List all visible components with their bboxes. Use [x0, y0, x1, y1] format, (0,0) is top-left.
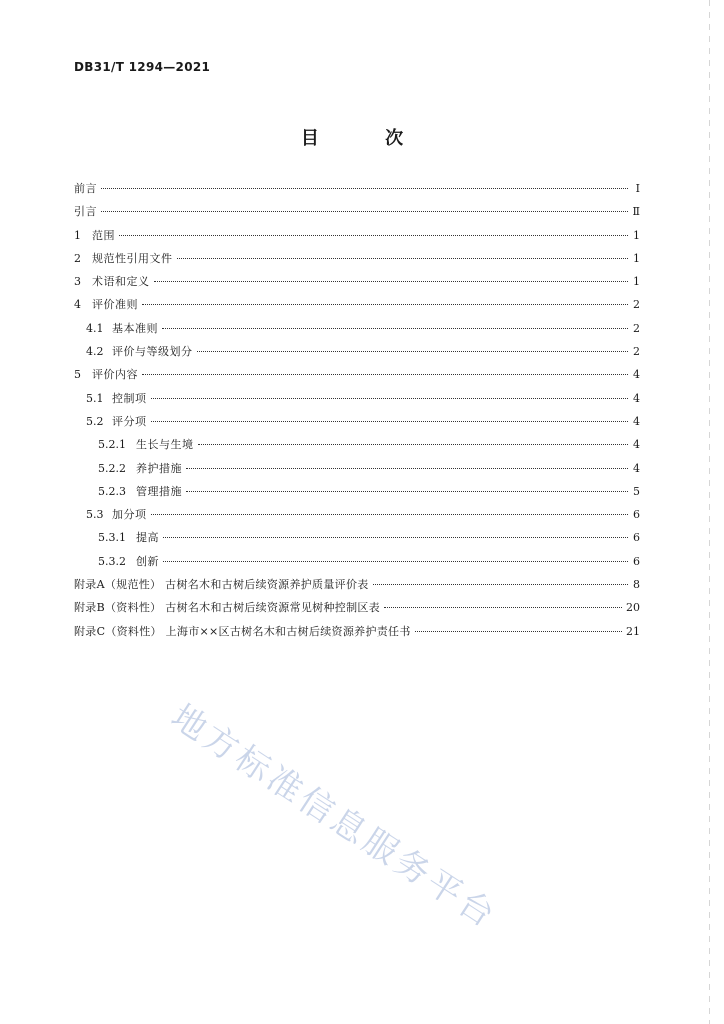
toc-entry-page: 2: [633, 345, 640, 359]
page-edge-divider: [709, 0, 710, 1024]
toc-entry-page: 8: [633, 578, 640, 592]
toc-entry-page: 4: [633, 414, 640, 428]
toc-entry-number: 5.1: [86, 391, 104, 405]
toc-entry[interactable]: [74, 203, 640, 226]
toc-leader-dots: [162, 328, 628, 329]
toc-entry-page: 1: [633, 251, 640, 265]
toc-entry-number: 5.3: [86, 508, 104, 522]
toc-leader-dots: [151, 421, 629, 422]
toc-entry[interactable]: [74, 599, 640, 622]
toc-entry-page: 6: [633, 508, 640, 522]
toc-leader-dots: [186, 491, 628, 492]
toc-entry-number: 5.2: [86, 414, 104, 428]
toc-entry-label: 评价与等级划分: [112, 345, 193, 359]
toc-entry-page: 1: [633, 228, 640, 242]
toc-entry-number: 4.1: [86, 321, 104, 335]
toc-entry-page: 20: [626, 601, 640, 615]
page-title: 目 次: [300, 128, 434, 149]
toc-entry-label: 加分项: [112, 508, 147, 522]
watermark: 地方标准信息服务平台: [163, 696, 505, 938]
toc-entry-page: 2: [633, 321, 640, 335]
toc-entry-label: 基本准则: [112, 321, 158, 335]
toc-leader-dots: [151, 398, 629, 399]
toc-entry[interactable]: [74, 529, 640, 552]
toc-entry-number: 5.2.2: [98, 461, 126, 475]
toc-entry-page: Ⅰ: [635, 182, 640, 195]
toc-leader-dots: [373, 584, 628, 585]
toc-entry[interactable]: [74, 483, 640, 506]
toc-leader-dots: [186, 468, 628, 469]
toc-leader-dots: [163, 561, 628, 562]
toc-entry[interactable]: [74, 227, 640, 250]
toc-leader-dots: [177, 258, 629, 259]
toc-entry-label: 生长与生境: [136, 438, 194, 452]
toc-entry-label: 前言: [74, 182, 97, 195]
table-of-contents: [74, 180, 640, 646]
toc-entry-label: 附录B（资料性） 古树名木和古树后续资源常见树种控制区表: [74, 601, 380, 615]
toc-leader-dots: [101, 188, 628, 189]
toc-entry[interactable]: [74, 366, 640, 389]
toc-entry[interactable]: [74, 180, 640, 203]
toc-entry-label: 评价准则: [92, 298, 138, 312]
toc-entry[interactable]: [74, 296, 640, 319]
toc-entry-label: 管理措施: [136, 484, 182, 498]
toc-entry-page: 4: [633, 368, 640, 382]
toc-leader-dots: [384, 607, 622, 608]
toc-entry-page: 4: [633, 391, 640, 405]
toc-entry[interactable]: [74, 576, 640, 599]
toc-entry-page: 21: [626, 624, 640, 638]
toc-leader-dots: [101, 211, 628, 212]
toc-entry-page: 6: [633, 531, 640, 545]
toc-entry-label: 范围: [92, 228, 115, 242]
toc-leader-dots: [142, 304, 628, 305]
toc-entry[interactable]: [74, 623, 640, 646]
toc-entry-page: 1: [633, 275, 640, 289]
toc-entry[interactable]: [74, 553, 640, 576]
toc-entry-page: Ⅱ: [632, 205, 640, 219]
toc-entry-number: 4: [74, 298, 81, 312]
toc-entry[interactable]: [74, 413, 640, 436]
toc-leader-dots: [198, 444, 629, 445]
toc-entry-number: 5: [74, 368, 81, 382]
document-code: DB31/T 1294—2021: [74, 60, 211, 74]
toc-entry-number: 2: [74, 251, 81, 265]
toc-leader-dots: [197, 351, 629, 352]
toc-leader-dots: [163, 537, 628, 538]
toc-entry[interactable]: [74, 506, 640, 529]
toc-leader-dots: [415, 631, 622, 632]
toc-entry-number: 1: [74, 228, 81, 242]
toc-entry[interactable]: [74, 250, 640, 273]
toc-entry-label: 评分项: [112, 414, 147, 428]
toc-entry-label: 创新: [136, 554, 159, 568]
toc-entry-page: 4: [633, 461, 640, 475]
toc-leader-dots: [151, 514, 629, 515]
toc-entry-page: 5: [633, 484, 640, 498]
toc-entry-page: 4: [633, 438, 640, 452]
toc-entry[interactable]: [74, 273, 640, 296]
toc-entry-number: 5.2.1: [98, 438, 126, 452]
toc-entry[interactable]: [74, 436, 640, 459]
toc-entry-label: 附录A（规范性） 古树名木和古树后续资源养护质量评价表: [74, 578, 369, 592]
toc-entry-number: 5.3.2: [98, 554, 126, 568]
toc-entry-label: 提高: [136, 531, 159, 545]
toc-entry-label: 控制项: [112, 391, 147, 405]
toc-entry-label: 规范性引用文件: [92, 251, 173, 265]
toc-entry[interactable]: [74, 460, 640, 483]
toc-entry[interactable]: [74, 390, 640, 413]
toc-entry-label: 引言: [74, 205, 97, 219]
toc-entry[interactable]: [74, 320, 640, 343]
toc-entry-label: 术语和定义: [92, 275, 150, 289]
toc-entry-number: 5.3.1: [98, 531, 126, 545]
toc-entry-label: 养护措施: [136, 461, 182, 475]
toc-entry-number: 3: [74, 275, 81, 289]
toc-entry-label: 附录C（资料性） 上海市××区古树名木和古树后续资源养护责任书: [74, 624, 411, 638]
toc-entry-label: 评价内容: [92, 368, 138, 382]
toc-leader-dots: [154, 281, 629, 282]
toc-leader-dots: [119, 235, 628, 236]
toc-entry[interactable]: [74, 343, 640, 366]
toc-leader-dots: [142, 374, 628, 375]
toc-entry-number: 5.2.3: [98, 484, 126, 498]
toc-entry-number: 4.2: [86, 345, 104, 359]
toc-entry-page: 6: [633, 554, 640, 568]
toc-entry-page: 2: [633, 298, 640, 312]
